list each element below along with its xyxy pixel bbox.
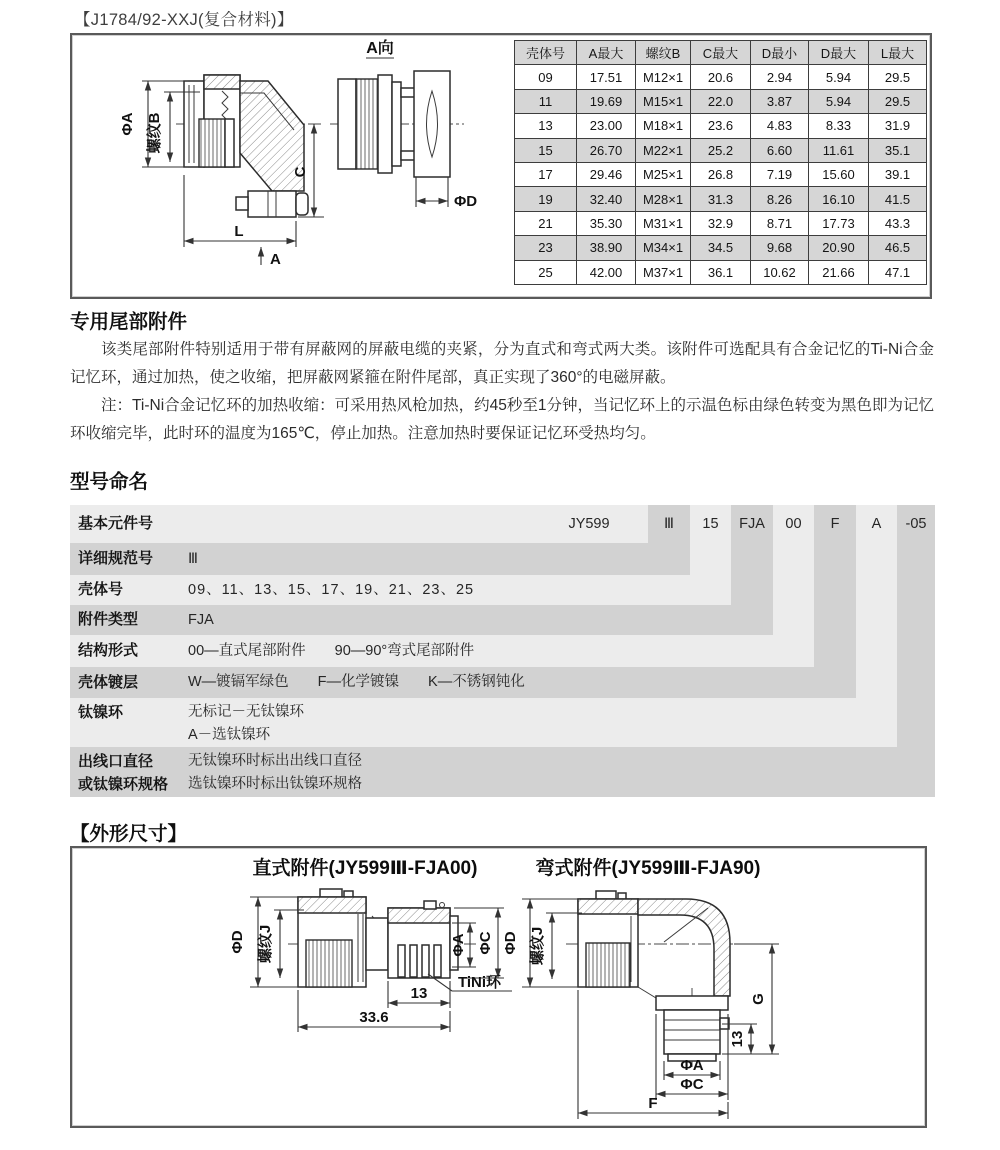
- cell: 20.90: [809, 236, 869, 260]
- dim-L-label: L: [234, 223, 244, 240]
- cell: 15: [515, 138, 577, 162]
- naming-row-band: [70, 605, 773, 635]
- cell: 21: [515, 211, 577, 235]
- cell: 25: [515, 260, 577, 284]
- dim-A-label: A: [270, 251, 281, 268]
- cell: 20.6: [691, 65, 751, 89]
- cell: 8.33: [809, 114, 869, 138]
- cell: 19: [515, 187, 577, 211]
- cell: 21.66: [809, 260, 869, 284]
- naming-row-label: 附件类型: [78, 611, 139, 628]
- table-row: [515, 260, 927, 284]
- table-header-row: [515, 41, 927, 65]
- cell: M25×1: [636, 162, 691, 186]
- cell: 15.60: [809, 162, 869, 186]
- cell: M37×1: [636, 260, 691, 284]
- section-heading-outline: 【外形尺寸】: [70, 823, 188, 845]
- model-naming-diagram: [70, 505, 935, 797]
- cell: 38.90: [577, 236, 636, 260]
- a-direction-end-view: [330, 38, 477, 210]
- straight-accessory-drawing: [253, 856, 478, 987]
- cell: 29.46: [577, 162, 636, 186]
- naming-code: 00: [785, 516, 802, 532]
- cell: M31×1: [636, 211, 691, 235]
- cell: 9.68: [751, 236, 809, 260]
- dim-threadJ-label: 螺纹J: [529, 926, 546, 966]
- cell: 46.5: [869, 236, 927, 260]
- cell: 5.94: [809, 65, 869, 89]
- cell: 34.5: [691, 236, 751, 260]
- a-view-label: A向: [366, 40, 394, 57]
- table-row: [515, 211, 927, 235]
- overview-panel: [70, 33, 932, 299]
- naming-row-value: W—镀镉军绿色 F—化学镀镍 K—不锈钢钝化: [188, 674, 525, 690]
- dim-13-label: 13: [410, 985, 428, 1002]
- cell: 6.60: [751, 138, 809, 162]
- cell: 26.8: [691, 162, 751, 186]
- outline-drawings: [72, 848, 921, 1122]
- col-header: A最大: [577, 41, 636, 65]
- cell: 32.9: [691, 211, 751, 235]
- cell: 8.71: [751, 211, 809, 235]
- cell: 31.3: [691, 187, 751, 211]
- dim-phiA-label: ΦA: [119, 112, 136, 136]
- cell: 47.1: [869, 260, 927, 284]
- naming-row-value: A－选钛镍环: [188, 727, 271, 743]
- dim-phiC-label: ΦC: [680, 1076, 704, 1093]
- cell: 32.40: [577, 187, 636, 211]
- dim-336-label: 33.6: [359, 1009, 389, 1026]
- cell: 11.61: [809, 138, 869, 162]
- cell: 17: [515, 162, 577, 186]
- naming-row-value: 00—直式尾部附件 90—90°弯式尾部附件: [188, 643, 475, 659]
- naming-code: F: [830, 516, 840, 532]
- dim-phiD-label: ΦD: [454, 193, 478, 210]
- naming-row-value: 09、11、13、15、17、19、21、23、25: [188, 582, 475, 598]
- cell: M18×1: [636, 114, 691, 138]
- table-row: [515, 162, 927, 186]
- cell: 5.94: [809, 89, 869, 113]
- col-header: 螺纹B: [636, 41, 691, 65]
- cell: 25.2: [691, 138, 751, 162]
- cell: M34×1: [636, 236, 691, 260]
- cell: 23.6: [691, 114, 751, 138]
- dim-C-label: C: [292, 166, 309, 178]
- cell: 23: [515, 236, 577, 260]
- naming-code: -05: [905, 516, 927, 532]
- cell: 29.5: [869, 89, 927, 113]
- dim-phiA-label: ΦA: [450, 933, 467, 957]
- dim-F-label: F: [648, 1095, 658, 1112]
- naming-row-label: 基本元件号: [78, 515, 154, 532]
- cell: 09: [515, 65, 577, 89]
- cell: 4.83: [751, 114, 809, 138]
- naming-row-value: FJA: [188, 612, 214, 628]
- cell: 36.1: [691, 260, 751, 284]
- naming-code: Ⅲ: [664, 516, 674, 532]
- tail-paragraph-2: 注：Ti-Ni合金记忆环的加热收缩：可采用热风枪加热，约45秒至1分钟，当记忆环上的示温色标由绿色转变为黑色即为记忆环收缩完毕，此时环的温度为165℃，停止加热。注意加热时要保证记忆环受热均匀。: [70, 397, 935, 442]
- cell: 43.3: [869, 211, 927, 235]
- naming-code: A: [871, 516, 882, 532]
- connector-overview-drawing: [72, 35, 508, 293]
- page-title: 【J1784/92-XXJ(复合材料)】: [74, 11, 294, 29]
- col-header: L最大: [869, 41, 927, 65]
- tail-section-body: [70, 336, 934, 448]
- cell: 3.87: [751, 89, 809, 113]
- elbow-accessory-title: 弯式附件(JY599Ⅲ-FJA90): [535, 858, 761, 879]
- cell: 16.10: [809, 187, 869, 211]
- table-row: [515, 138, 927, 162]
- cell: 17.73: [809, 211, 869, 235]
- naming-row-label: 钛镍环: [78, 704, 124, 721]
- col-header: C最大: [691, 41, 751, 65]
- cell: M12×1: [636, 65, 691, 89]
- elbow-connector-side-view: [176, 75, 322, 217]
- col-header: D最小: [751, 41, 809, 65]
- table-row: [515, 114, 927, 138]
- dim-phiD-label: ΦD: [502, 931, 519, 955]
- elbow-accessory-dimensions: [502, 899, 779, 1119]
- cell: 26.70: [577, 138, 636, 162]
- naming-row-label: 壳体号: [78, 581, 124, 598]
- cell: 29.5: [869, 65, 927, 89]
- cell: 7.19: [751, 162, 809, 186]
- naming-row-label: 详细规范号: [78, 550, 154, 567]
- naming-row-label: 壳体镀层: [78, 674, 139, 691]
- outline-dimensions-panel: [70, 846, 927, 1128]
- dimension-table: [514, 40, 927, 285]
- dim-phiC-label: ΦC: [477, 931, 494, 955]
- table-row: [515, 89, 927, 113]
- dim-threadJ-label: 螺纹J: [257, 924, 274, 964]
- tail-paragraph-1: 该类尾部附件特别适用于带有屏蔽网的屏蔽电缆的夹紧，分为直式和弯式两大类。该附件可选配具有合金记忆的Ti-Ni合金记忆环，通过加热，使之收缩，把屏蔽网紧箍在附件尾部，真正实现了360°的电磁屏蔽。: [70, 341, 934, 386]
- section-heading-naming: 型号命名: [70, 471, 149, 493]
- cell: 10.62: [751, 260, 809, 284]
- tini-ring-label: TiNi环: [458, 974, 502, 991]
- naming-row-value: 无钛镍环时标出出线口直径: [188, 753, 362, 769]
- elbow-accessory-drawing: [536, 856, 761, 1070]
- naming-row-value: Ⅲ: [188, 551, 198, 567]
- section-heading-tail: 专用尾部附件: [70, 311, 188, 333]
- col-header: 壳体号: [515, 41, 577, 65]
- naming-row-label: 或钛镍环规格: [78, 776, 169, 793]
- cell: 35.30: [577, 211, 636, 235]
- table-row: [515, 236, 927, 260]
- table-row: [515, 187, 927, 211]
- cell: M22×1: [636, 138, 691, 162]
- naming-row-label: 结构形式: [78, 642, 139, 659]
- cell: M15×1: [636, 89, 691, 113]
- col-header: D最大: [809, 41, 869, 65]
- naming-row-value: 选钛镍环时标出钛镍环规格: [188, 776, 362, 792]
- cell: 8.26: [751, 187, 809, 211]
- dim-phiA-label: ΦA: [680, 1057, 704, 1074]
- dim-13-label: 13: [729, 1030, 746, 1048]
- cell: 19.69: [577, 89, 636, 113]
- cell: 13: [515, 114, 577, 138]
- cell: 23.00: [577, 114, 636, 138]
- naming-row-band: [70, 543, 690, 575]
- cell: 17.51: [577, 65, 636, 89]
- cell: 42.00: [577, 260, 636, 284]
- cell: 31.9: [869, 114, 927, 138]
- naming-code: 15: [702, 516, 719, 532]
- cell: 11: [515, 89, 577, 113]
- cell: 2.94: [751, 65, 809, 89]
- dim-threadB-label: 螺纹B: [146, 112, 163, 154]
- cell: M28×1: [636, 187, 691, 211]
- dim-phiD-label: ΦD: [229, 930, 246, 954]
- cell: 39.1: [869, 162, 927, 186]
- naming-row-value: 无标记－无钛镍环: [188, 704, 304, 720]
- dim-G-label: G: [750, 993, 767, 1005]
- naming-row-label: 出线口直径: [78, 753, 154, 770]
- table-row: [515, 65, 927, 89]
- cell: 22.0: [691, 89, 751, 113]
- cell: 35.1: [869, 138, 927, 162]
- naming-code: FJA: [739, 516, 765, 532]
- naming-code: JY599: [568, 516, 610, 532]
- straight-accessory-title: 直式附件(JY599Ⅲ-FJA00): [252, 858, 478, 879]
- cell: 41.5: [869, 187, 927, 211]
